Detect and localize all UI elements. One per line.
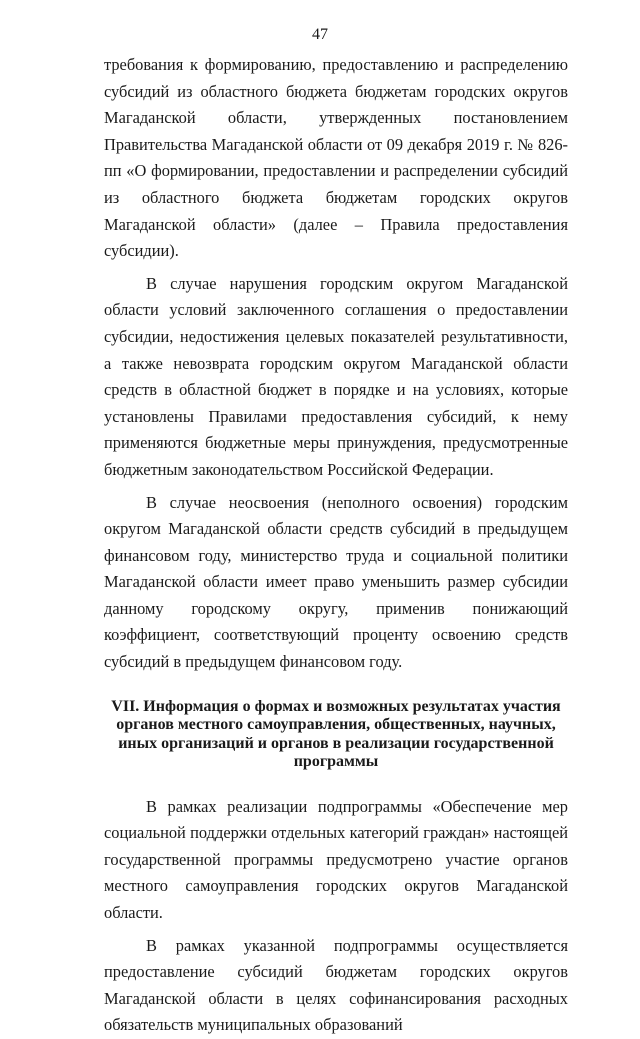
paragraph-continuation: требования к формированию, предоставлению и распределению субсидий из областного бюджета бюджетам городских округов Магаданской области, утвержденных постановлением Правительства Магаданской области от 09 декабря 2019 г. № 826-пп «О формировании, предоставлении и распределении субсидий из областного бюджета бюджетам городских округов Магаданской области» (далее – Правила предоставления субсидии). bbox=[104, 55, 568, 261]
paragraph-violation-measures: В случае нарушения городским округом Магаданской области условий заключенного соглашения о предоставлении субсидии, недостижения целевых показателей результативности, а также невозврата городским округом Магаданской области средств в областной бюджет в порядке и на условиях, которые установлены Правилами предоставления субсидий, к нему применяются бюджетные меры принуждения, предусмотренные бюджетным законодательством Российской Федерации. bbox=[104, 273, 568, 479]
section-heading: VII. Информация о формах и возможных результатах участия органов местного самоуправления, общественных, научных, иных организаций и органов в реализации государственной программы bbox=[111, 697, 561, 771]
paragraph-subprogram-participation: В рамках реализации подпрограммы «Обеспечение мер социальной поддержки отдельных категорий граждан» настоящей государственной программы предусмотрено участие органов местного самоуправления городских округов Магаданской области. bbox=[104, 796, 568, 923]
page-number: 47 bbox=[312, 26, 328, 43]
paragraph-reduction-coefficient: В случае неосвоения (неполного освоения) городским округом Магаданской области средств субсидий в предыдущем финансовом году, министерство труда и социальной политики Магаданской области имеет право уменьшить размер субсидии данному городскому округу, применив понижающий коэффициент, соответствующий проценту освоению средств субсидий в предыдущем финансовом году. bbox=[104, 492, 568, 672]
paragraph-subsidy-provision: В рамках указанной подпрограммы осуществляется предоставление субсидий бюджетам городских округов Магаданской области в целях софинансирования расходных обязательств муниципальных образований bbox=[104, 935, 568, 1035]
document-body bbox=[104, 52, 568, 1039]
